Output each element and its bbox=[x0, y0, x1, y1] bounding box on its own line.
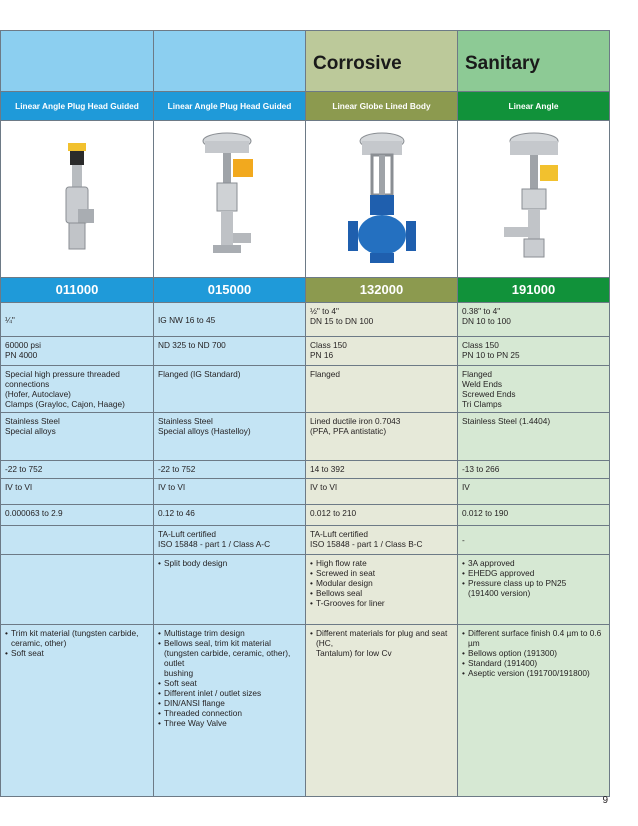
list-item: • Screwed in seat bbox=[310, 568, 453, 578]
table-cell: IV bbox=[462, 482, 470, 492]
table-cell: TA-Luft certified ISO 15848 - part 1 / Class A-C bbox=[158, 529, 271, 549]
list-item: • Three Way Valve bbox=[158, 718, 301, 728]
table-cell bbox=[1, 526, 153, 532]
feature-list bbox=[306, 555, 457, 611]
table-cell: -22 to 752 bbox=[5, 464, 43, 474]
table-cell: IV to VI bbox=[310, 482, 338, 492]
option-list bbox=[306, 625, 457, 661]
category-header-row bbox=[1, 31, 610, 92]
leakage-class-row bbox=[1, 479, 610, 505]
list-item: • Bellows seal, trim kit material (tungsten carbide, ceramic, other), outlet bushing bbox=[158, 638, 301, 678]
table-cell: Class 150 PN 10 to PN 25 bbox=[462, 340, 520, 360]
list-item: • Multistage trim design bbox=[158, 628, 301, 638]
table-cell: -13 to 266 bbox=[462, 464, 500, 474]
option-list bbox=[154, 625, 305, 731]
list-item: • DIN/ANSI flange bbox=[158, 698, 301, 708]
valve-image-cell-1 bbox=[1, 121, 154, 278]
options-row bbox=[1, 625, 610, 797]
table-cell: Flanged bbox=[310, 369, 340, 379]
pressure-row bbox=[1, 337, 610, 366]
valve-image-cell-4 bbox=[458, 121, 610, 278]
feature-list bbox=[154, 555, 305, 571]
table-cell: 0.12 to 46 bbox=[158, 508, 195, 518]
valve-type-2: Linear Angle Plug Head Guided bbox=[154, 92, 306, 121]
model-number-2: 015000 bbox=[154, 278, 306, 303]
category-header-2 bbox=[154, 31, 306, 92]
list-item: • EHEDG approved bbox=[462, 568, 605, 578]
table-cell: 0.012 to 190 bbox=[462, 508, 509, 518]
list-item: • High flow rate bbox=[310, 558, 453, 568]
table-cell: TA-Luft certified ISO 15848 - part 1 / Class B-C bbox=[310, 529, 423, 549]
option-list bbox=[1, 625, 153, 661]
list-item: • Different inlet / outlet sizes bbox=[158, 688, 301, 698]
list-item: • Soft seat bbox=[5, 648, 149, 658]
cv-row bbox=[1, 505, 610, 526]
certification-row bbox=[1, 526, 610, 555]
list-item: • Threaded connection bbox=[158, 708, 301, 718]
table-cell: ½" to 4" DN 15 to DN 100 bbox=[310, 306, 374, 326]
valve-type-3: Linear Globe Lined Body bbox=[306, 92, 458, 121]
table-cell: ND 325 to ND 700 bbox=[158, 340, 226, 350]
features-row bbox=[1, 555, 610, 625]
table-cell: Stainless Steel (1.4404) bbox=[462, 416, 551, 426]
valve-image-cell-2 bbox=[154, 121, 306, 278]
model-number-row bbox=[1, 278, 610, 303]
list-item: • Standard (191400) bbox=[462, 658, 605, 668]
option-list bbox=[458, 625, 609, 681]
model-number-3: 132000 bbox=[306, 278, 458, 303]
size-row bbox=[1, 303, 610, 337]
list-item: • Bellows option (191300) bbox=[462, 648, 605, 658]
angle-valve-actuator-photo bbox=[195, 129, 265, 269]
category-header-corrosive: Corrosive bbox=[306, 31, 458, 92]
table-cell: 0.000063 to 2.9 bbox=[5, 508, 63, 518]
table-cell: 0.38" to 4" DN 10 to 100 bbox=[462, 306, 511, 326]
valve-type-1: Linear Angle Plug Head Guided bbox=[1, 92, 154, 121]
list-item: • Pressure class up to PN25 (191400 version) bbox=[462, 578, 605, 598]
table-cell: IG NW 16 to 45 bbox=[158, 315, 216, 325]
table-cell: Class 150 PN 16 bbox=[310, 340, 347, 360]
category-header-1 bbox=[1, 31, 154, 92]
table-cell: IV to VI bbox=[158, 482, 186, 492]
list-item: • T-Grooves for liner bbox=[310, 598, 453, 608]
model-number-1: 011000 bbox=[1, 278, 154, 303]
valve-type-row bbox=[1, 92, 610, 121]
material-row bbox=[1, 413, 610, 461]
list-item: • Bellows seal bbox=[310, 588, 453, 598]
table-cell: 0.012 to 210 bbox=[310, 508, 357, 518]
sanitary-angle-valve-photo bbox=[494, 129, 574, 269]
list-item: • Soft seat bbox=[158, 678, 301, 688]
list-item: • 3A approved bbox=[462, 558, 605, 568]
list-item: • Different materials for plug and seat (HC, Tantalum) for low Cv bbox=[310, 628, 453, 658]
table-cell: Flanged (IG Standard) bbox=[158, 369, 241, 379]
table-cell: -22 to 752 bbox=[158, 464, 196, 474]
list-item: • Different surface finish 0.4 µm to 0.6 µm bbox=[462, 628, 605, 648]
model-number-4: 191000 bbox=[458, 278, 610, 303]
valve-image-cell-3 bbox=[306, 121, 458, 278]
table-cell: - bbox=[462, 535, 465, 545]
table-cell: Special high pressure threaded connections (Hofer, Autoclave) Clamps (Grayloc, Cajon, Haage) bbox=[5, 369, 125, 409]
category-header-sanitary: Sanitary bbox=[458, 31, 610, 92]
page-number: 9 bbox=[602, 795, 608, 806]
table-cell: IV to VI bbox=[5, 482, 33, 492]
list-item: • Trim kit material (tungsten carbide, ceramic, other) bbox=[5, 628, 149, 648]
table-cell: Stainless Steel Special alloys (Hastelloy) bbox=[158, 416, 251, 436]
temperature-row bbox=[1, 461, 610, 479]
angle-valve-small-photo bbox=[52, 139, 102, 259]
valve-type-4: Linear Angle bbox=[458, 92, 610, 121]
table-cell: Lined ductile iron 0.7043 (PFA, PFA antistatic) bbox=[310, 416, 401, 436]
connection-row bbox=[1, 366, 610, 413]
table-cell: 14 to 392 bbox=[310, 464, 345, 474]
table-cell: Stainless Steel Special alloys bbox=[5, 416, 60, 436]
table-cell: 60000 psi PN 4000 bbox=[5, 340, 41, 360]
list-item: • Split body design bbox=[158, 558, 301, 568]
valve-comparison-table bbox=[0, 30, 610, 797]
feature-list bbox=[1, 555, 153, 561]
valve-image-row bbox=[1, 121, 610, 278]
globe-lined-valve-photo bbox=[342, 129, 422, 269]
feature-list bbox=[458, 555, 609, 601]
table-cell: Flanged Weld Ends Screwed Ends Tri Clamps bbox=[462, 369, 516, 409]
table-cell: ¼" bbox=[5, 315, 15, 325]
list-item: • Modular design bbox=[310, 578, 453, 588]
list-item: • Aseptic version (191700/191800) bbox=[462, 668, 605, 678]
